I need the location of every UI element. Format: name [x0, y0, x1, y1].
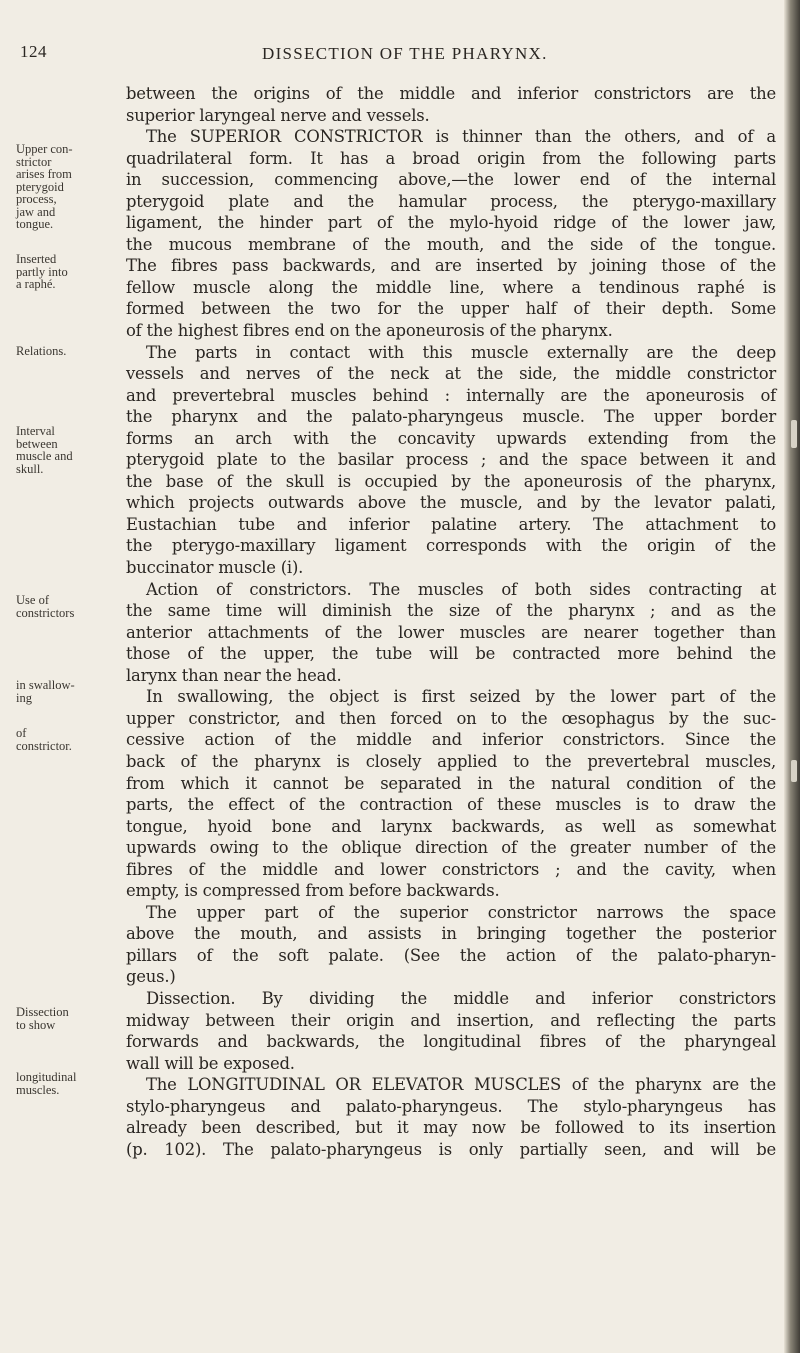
- text-line: of the highest fibres end on the aponeurosis of the pharynx.: [126, 321, 613, 341]
- text-line: parts, the effect of the contraction of these muscles is to draw the: [126, 795, 776, 815]
- text-line: back of the pharynx is closely applied to the prevertebral muscles,: [126, 751, 776, 771]
- text-line: between the origins of the middle and inferior constrictors are the: [126, 84, 776, 103]
- margin-note: Dissection to show: [16, 1005, 69, 1032]
- margin-note: Relations.: [16, 344, 67, 358]
- text-line: the pharynx and the palato-pharyngeus muscle. The upper border: [126, 407, 776, 427]
- text-line: Action of constrictors. The muscles of both sides contracting at: [146, 579, 776, 599]
- text-line: wall will be exposed.: [126, 1053, 295, 1073]
- text-line: (p. 102). The palato-pharyngeus is only partially seen, and will be: [126, 1139, 776, 1159]
- text-line: pillars of the soft palate. (See the action of the palato-pharyn-: [126, 945, 776, 965]
- text-line: above the mouth, and assists in bringing together the posterior: [126, 924, 776, 944]
- text-line: The LONGITUDINAL OR ELEVATOR MUSCLES of the pharynx are the: [146, 1075, 776, 1095]
- text-line: The upper part of the superior constrictor narrows the space: [146, 902, 776, 922]
- text-line: formed between the two for the upper half of their depth. Some: [126, 299, 776, 319]
- text-line: fibres of the middle and lower constrictors ; and the cavity, when: [126, 859, 776, 879]
- text-line: upper constrictor, and then forced on to the œsophagus by the suc-: [126, 708, 776, 728]
- text-line: the mucous membrane of the mouth, and the side of the tongue.: [126, 234, 776, 254]
- text-line: geus.): [126, 967, 176, 987]
- text-line: cessive action of the middle and inferior constrictors. Since the: [126, 730, 776, 750]
- text-line: midway between their origin and insertion, and reflecting the parts: [126, 1010, 776, 1030]
- text-line: empty, is compressed from before backwards.: [126, 881, 500, 901]
- text-line: The SUPERIOR CONSTRICTOR is thinner than the others, and of a: [146, 127, 776, 147]
- body-text: [126, 83, 776, 1160]
- text-line: forms an arch with the concavity upwards extending from the: [126, 428, 776, 448]
- text-line: anterior attachments of the lower muscles are nearer together than: [126, 622, 776, 642]
- text-line: ligament, the hinder part of the mylo-hyoid ridge of the lower jaw,: [126, 213, 776, 233]
- text-line: tongue, hyoid bone and larynx backwards, as well as somewhat: [126, 816, 776, 836]
- text-line: larynx than near the head.: [126, 665, 342, 685]
- page-number: 124: [20, 42, 47, 61]
- margin-note: of constrictor.: [16, 726, 72, 753]
- text-line: vessels and nerves of the neck at the side, the middle constrictor: [126, 364, 776, 384]
- text-line: the same time will diminish the size of the pharynx ; and as the: [126, 601, 776, 621]
- text-line: The parts in contact with this muscle externally are the deep: [146, 342, 776, 362]
- margin-note: Inserted partly into a raphé.: [16, 252, 68, 291]
- text-line: the pterygo-maxillary ligament corresponds with the origin of the: [126, 536, 776, 556]
- text-line: pterygoid plate to the basilar process ; and the space between it and: [126, 450, 776, 470]
- edge-mark: [791, 420, 797, 448]
- text-line: which projects outwards above the muscle, and by the levator palati,: [126, 493, 776, 513]
- text-line: already been described, but it may now be followed to its insertion: [126, 1118, 776, 1138]
- margin-note: longitudinal muscles.: [16, 1070, 77, 1097]
- text-line: and prevertebral muscles behind : internally are the aponeurosis of: [126, 385, 776, 405]
- text-line: stylo-pharyngeus and palato-pharyngeus. The stylo-pharyngeus has: [126, 1096, 776, 1116]
- margin-note: Upper con- strictor arises from pterygoid process, jaw and tongue.: [16, 142, 73, 231]
- text-line: those of the upper, the tube will be contracted more behind the: [126, 644, 776, 664]
- page-binding-edge: [784, 0, 800, 1353]
- text-line: In swallowing, the object is first seized by the lower part of the: [146, 687, 776, 707]
- text-line: superior laryngeal nerve and vessels.: [126, 105, 430, 125]
- margin-note: in swallow- ing: [16, 678, 75, 705]
- text-line: buccinator muscle (i).: [126, 558, 304, 578]
- margin-note: Interval between muscle and skull.: [16, 424, 73, 476]
- text-line: from which it cannot be separated in the natural condition of the: [126, 773, 776, 793]
- text-line: upwards owing to the oblique direction of the greater number of the: [126, 838, 776, 858]
- text-line: The fibres pass backwards, and are inserted by joining those of the: [126, 256, 776, 276]
- text-line: Eustachian tube and inferior palatine artery. The attachment to: [126, 514, 776, 534]
- text-line: forwards and backwards, the longitudinal fibres of the pharyngeal: [126, 1032, 776, 1052]
- text-line: the base of the skull is occupied by the aponeurosis of the pharynx,: [126, 471, 776, 491]
- margin-note: Use of constrictors: [16, 593, 75, 620]
- text-line: quadrilateral form. It has a broad origin from the following parts: [126, 148, 776, 168]
- text-line: fellow muscle along the middle line, where a tendinous raphé is: [126, 277, 776, 297]
- text-line: in succession, commencing above,—the lower end of the internal: [126, 170, 776, 190]
- running-header: DISSECTION OF THE PHARYNX.: [262, 44, 548, 63]
- edge-mark: [791, 760, 797, 782]
- text-line: Dissection. By dividing the middle and inferior constrictors: [146, 988, 776, 1008]
- text-line: pterygoid plate and the hamular process, the pterygo-maxillary: [126, 191, 776, 211]
